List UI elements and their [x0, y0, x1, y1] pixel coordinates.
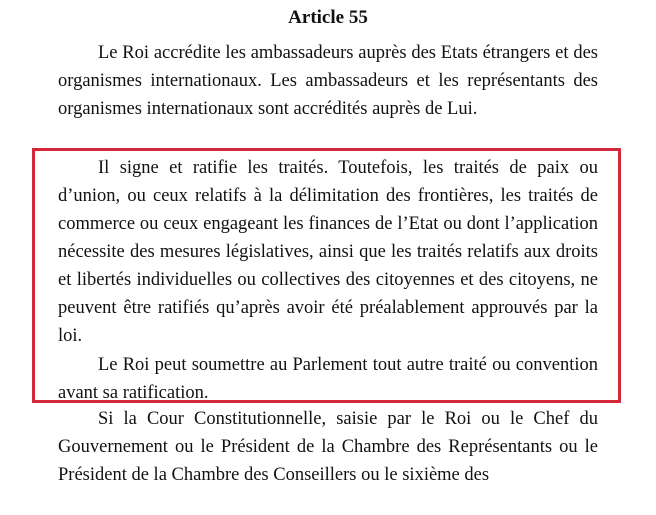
- paragraph-parliament: Le Roi peut soumettre au Parlement tout autre traité ou convention avant sa ratification.: [58, 355, 598, 403]
- paragraph-constitutional-court: Si la Cour Constitutionnelle, saisie par le Roi ou le Chef du Gouvernement ou le Président de la Chambre des Représentants ou le Président de la Chambre des Conseillers ou le sixième des: [58, 409, 598, 485]
- paragraph-treaties: Il signe et ratifie les traités. Toutefois, les traités de paix ou d’union, ou ceux relatifs à la délimitation des frontières, les traités de commerce ou ceux engageant les finances de l’Etat ou dont l’application nécessite des mesures législatives, ainsi que les traités relatifs aux droits et libertés individuelles ou collectives des citoyennes et des citoyens, ne peuvent être ratifiés qu’après avoir été préalablement approuvés par la loi.: [58, 158, 598, 346]
- highlight-box: [32, 148, 621, 403]
- paragraph-ambassadors: Le Roi accrédite les ambassadeurs auprès des Etats étrangers et des organismes internationaux. Les ambassadeurs et les représentants des organismes internationaux sont accrédités auprès de Lui.: [58, 43, 598, 119]
- article-title: Article 55: [288, 7, 368, 28]
